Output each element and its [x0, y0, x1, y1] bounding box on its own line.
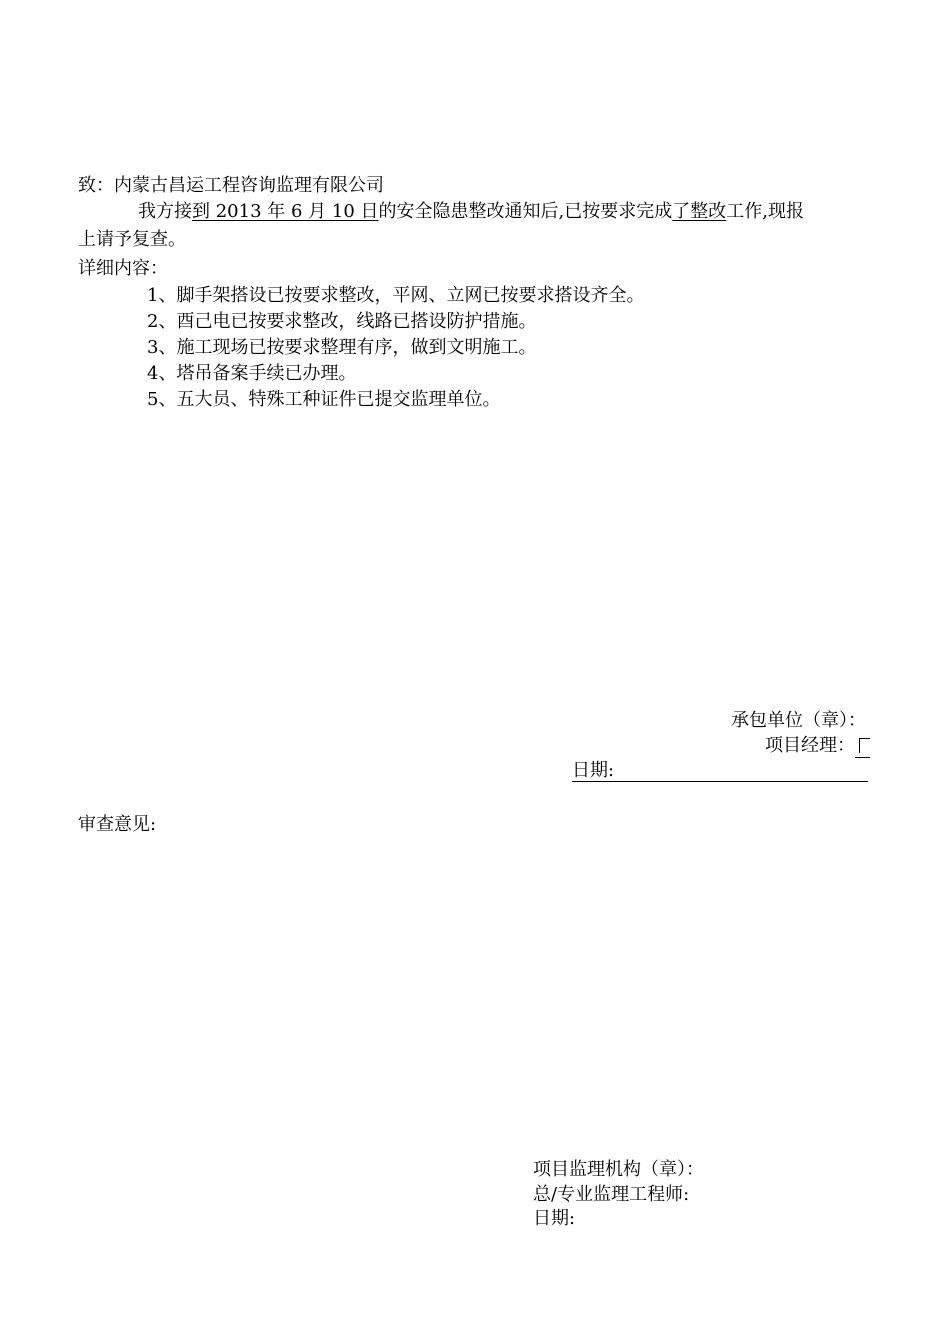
body-underlined-rectified: 了整改 — [672, 201, 727, 222]
contractor-date-field — [572, 759, 868, 782]
detail-item: 2、酉己电已按要求整改，线路已搭设防护措施。 — [147, 311, 537, 332]
body-paragraph-line2: 上请予复查。 — [78, 229, 186, 250]
body-part1: 我方接 — [138, 201, 192, 222]
contractor-unit-label: 承包单位（章）： — [731, 710, 866, 731]
notice-date: 到 2013 年 6 月 10 日 — [192, 201, 379, 222]
body-part2: 的安全隐患整改通知后,已按要求完成 — [378, 201, 673, 222]
review-opinion-label: 审查意见: — [78, 814, 157, 835]
bracket-mark-icon — [859, 738, 870, 753]
addressee-prefix: 致： — [78, 175, 114, 196]
addressee-line — [78, 174, 384, 198]
detail-item: 1、脚手架搭设已按要求整改，平网、立网已按要求搭设齐全。 — [147, 285, 645, 306]
addressee-company: 内蒙古昌运工程咨询监理有限公司 — [114, 175, 384, 196]
detail-label: 详细内容： — [78, 258, 168, 279]
contractor-date-label: 日期: — [572, 760, 615, 781]
detail-list — [147, 284, 644, 414]
supervision-date-label: 日期: — [533, 1208, 576, 1229]
body-paragraph-line1 — [138, 200, 804, 224]
body-part3: 工作,现报 — [726, 201, 804, 222]
detail-item: 3、施工现场已按要求整理有序，做到文明施工。 — [147, 337, 537, 358]
supervising-engineer-label: 总/专业监理工程师: — [533, 1184, 690, 1205]
project-manager-line — [765, 734, 870, 758]
detail-item: 4、塔吊备案手续已办理。 — [147, 363, 357, 384]
supervision-org-label: 项目监理机构（章）： — [533, 1159, 704, 1180]
detail-item: 5、五大员、特殊工种证件已提交监理单位。 — [147, 389, 501, 410]
project-manager-signature-field — [855, 735, 870, 758]
project-manager-label: 项目经理： — [765, 735, 855, 756]
